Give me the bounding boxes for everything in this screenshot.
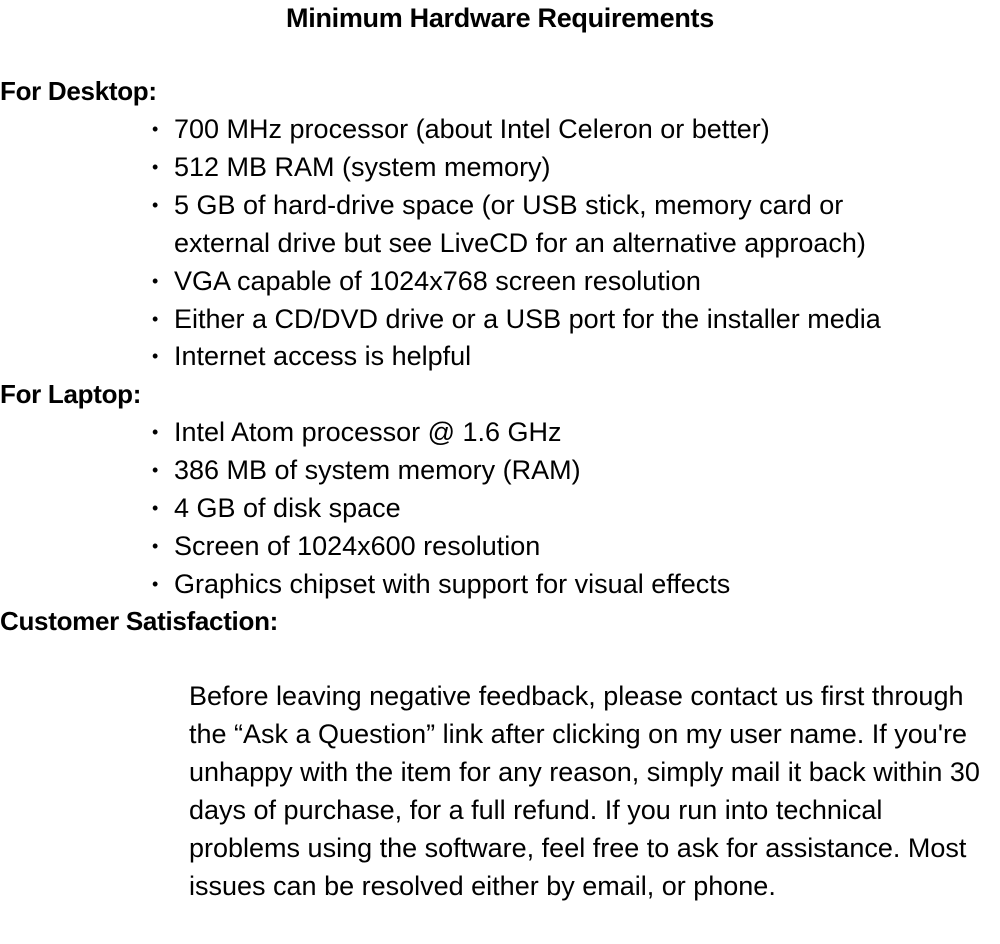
list-item: • VGA capable of 1024x768 screen resolution <box>150 263 940 301</box>
list-item: • Either a CD/DVD drive or a USB port for the installer media <box>150 301 940 339</box>
laptop-requirements-list <box>150 414 940 604</box>
list-item: • 512 MB RAM (system memory) <box>150 149 940 187</box>
customer-satisfaction-text: Before leaving negative feedback, please contact us first through the “Ask a Question” link after clicking on my user name. If you're unhappy with the item for any reason, simply mail it back within 30 days of purchase, for a full refund. If you run into technical problems using the software, feel free to ask for assistance. Most issues can be resolved either by email, or phone. <box>189 681 980 901</box>
list-item: • 5 GB of hard-drive space (or USB stick, memory card or external drive but see LiveCD for an alternative approach) <box>150 187 940 263</box>
list-item: • Screen of 1024x600 resolution <box>150 528 940 566</box>
list-item: • Intel Atom processor @ 1.6 GHz <box>150 414 940 452</box>
list-item: • 4 GB of disk space <box>150 490 940 528</box>
list-item: • Graphics chipset with support for visual effects <box>150 566 940 604</box>
laptop-heading: For Laptop: <box>0 379 142 409</box>
desktop-requirements-list <box>150 111 940 376</box>
page-title: Minimum Hardware Requirements <box>286 3 714 33</box>
customer-satisfaction-heading: Customer Satisfaction: <box>0 606 279 636</box>
list-item: • Internet access is helpful <box>150 338 940 376</box>
list-item: • 386 MB of system memory (RAM) <box>150 452 940 490</box>
list-item: • 700 MHz processor (about Intel Celeron or better) <box>150 111 940 149</box>
desktop-heading: For Desktop: <box>0 76 157 106</box>
